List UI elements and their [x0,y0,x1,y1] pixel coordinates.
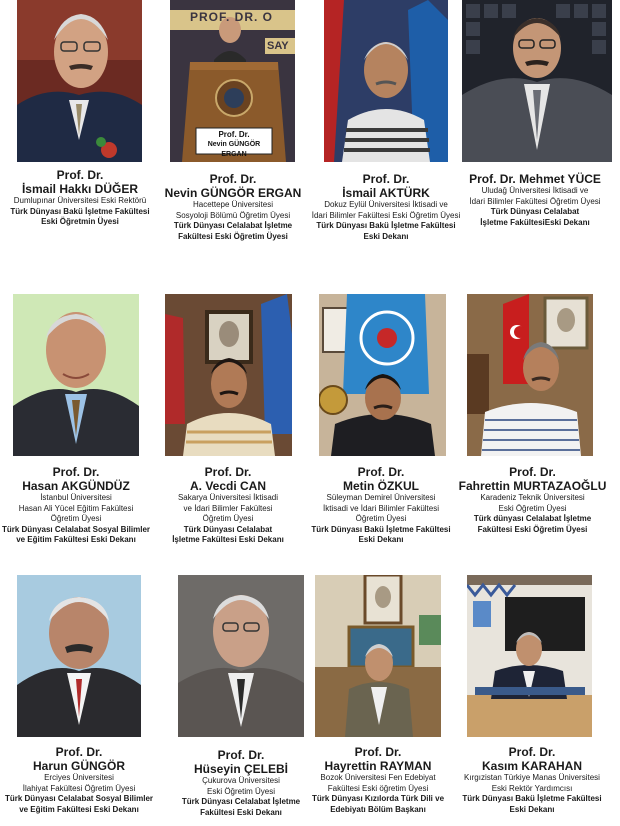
banner-text: PROF. DR. O [190,10,274,24]
podium-label-title: Prof. Dr. [218,130,250,139]
office-photo [315,575,441,737]
academic-title: Prof. Dr. [52,465,100,479]
academic-title: Prof. Dr. [204,465,252,479]
caption-card [0,168,160,228]
role: İşletme Fakültesi Eski Dekanı [172,535,284,544]
role: Türk Dünyası Celalabat İşletme [173,221,293,230]
role: Türk Dünyası Bakü İşletme Fakültesi [316,221,456,230]
portrait-photo [17,575,141,737]
caption-card [455,172,615,228]
affiliation: Karadeniz Teknik Üniversitesi [480,493,585,502]
role: Türk Dünyası Celalabat [490,207,580,216]
academic-title: Prof. Dr. [217,748,265,762]
portrait-photo [319,294,446,456]
affiliation: Kırgızistan Türkiye Manas Üniversitesi [464,773,600,782]
role: Türk dünyası Celalabat İşletme [473,514,592,523]
podium-photo [170,0,295,162]
caption-card [301,465,461,546]
affiliation: Eski Öğretim Üyesi [206,786,275,796]
caption-card [0,465,152,546]
person-name: Hüseyin ÇELEBİ [193,762,289,776]
caption-card [0,745,158,815]
academic-title: Prof. Dr. Mehmet YÜCE [469,172,601,186]
caption-card [450,465,615,535]
person-name: Fahrettin MURTAZAOĞLU [458,479,607,493]
affiliation: Erciyes Üniversitesi [44,773,114,782]
affiliation: Dumlupınar Üniversitesi Eski Rektörü [13,196,147,205]
affiliation: Sosyoloji Bölümü Öğretim Üyesi [175,210,291,220]
role: Eski Dekanı [358,535,404,544]
role: Eski Dekanı [363,231,409,241]
person-name: Kasım KARAHAN [481,759,582,773]
role: Türk Dünyası Bakü İşletme Fakültesi [462,794,602,803]
affiliation: Sakarya Üniversitesi İktisadi [177,493,279,502]
role: Türk Dünyası Kızılorda Türk Dili ve [311,794,445,803]
affiliation: Eski Rektör Yardımcısı [491,783,573,793]
person-name: Nevin GÜNGÖR ERGAN [164,186,302,200]
person-name: Hasan AKGÜNDÜZ [22,479,130,493]
role: ve Eğitim Fakültesi Eski Dekanı [16,535,136,544]
podium-label-name: Nevin GÜNGÖR ERGAN [207,141,261,158]
portrait-photo [462,0,612,162]
academic-title: Prof. Dr. [209,172,257,186]
academic-title: Prof. Dr. [508,745,556,759]
affiliation: Hacettepe Üniversitesi [192,200,274,209]
role: Türk Dünyası Celalabat İşletme [181,797,301,806]
affiliation: İdari Bilimler Fakültesi Eski Öğretim Üyesi [311,210,461,220]
academic-title: Prof. Dr. [357,465,405,479]
role: Fakültesi Eski Öğretim Üyesi [178,231,288,241]
affiliation: Çukurova Üniversitesi [202,776,280,785]
portrait-photo [467,294,593,456]
role: Türk Dünyası Bakü İşletme Fakültesi [311,524,451,534]
podium-label [196,130,272,160]
person-name: Harun GÜNGÖR [32,759,125,773]
role: Eski Öğretmin Üyesi [41,217,119,226]
role: Türk Dünyası Celalabat Sosyal Bilimler [1,524,151,534]
caption-card [306,172,466,242]
caption-card [298,745,458,815]
caption-card [446,745,618,815]
role: ve Eğitim Fakültesi Eski Dekanı [19,804,139,814]
academic-title: Prof. Dr. [55,745,103,759]
role: Türk Dünyası Celalabat [183,524,273,534]
academic-title: Prof. Dr. [56,168,104,182]
person-name: İsmail AKTÜRK [342,186,430,200]
role: Fakültesi Eski Öğretim Üyesi [477,524,588,534]
role: Eski Dekanı [509,804,555,814]
affiliation: Fakültesi Eski öğretim Üyesi [327,783,429,793]
person-name: A. Vecdi CAN [189,479,267,493]
affiliation: ve İdari Bilimler Fakültesi [183,503,273,513]
academic-title: Prof. Dr. [354,745,402,759]
banner-text: SAY [267,40,289,52]
affiliation: İktisadi ve İdari Bilimler Fakültesi [322,503,440,513]
affiliation: Eski Öğretim Üyesi [498,503,567,513]
caption-card [148,465,308,546]
person-name: Metin ÖZKUL [343,479,419,493]
affiliation: Süleyman Demirel Üniversitesi [326,493,436,502]
affiliation: İstanbul Üniversitesi [40,493,112,502]
affiliation: Öğretim Üyesi [355,514,407,523]
affiliation: Hasan Ali Yücel Eğitim Fakültesi [18,503,134,513]
role: Türk Dünyası Bakü İşletme Fakültesi [10,206,150,216]
affiliation: Öğretim Üyesi [50,514,102,523]
affiliation: Uludağ Üniversitesi İktisadi ve [481,186,589,195]
affiliation: Öğretim Üyesi [202,514,254,523]
person-name: İsmail Hakkı DÜĞER [21,182,139,196]
role: Fakültesi Eski Dekanı [200,807,282,817]
role: İşletme FakültesiEski Dekanı [480,217,590,227]
portrait-photo [13,294,139,456]
person-name: Hayrettin RAYMAN [324,759,432,773]
affiliation: Dokuz Eylül Üniversitesi İktisadi ve [324,200,448,209]
affiliation: İlahiyat Fakültesi Öğretim Üyesi [22,783,136,793]
office-photo [467,575,592,737]
portrait-photo [17,0,142,162]
academic-title: Prof. Dr. [509,465,556,479]
affiliation: Bozok Üniversitesi Fen Edebiyat [320,773,436,782]
portrait-photo [165,294,292,456]
portrait-photo [178,575,304,737]
role: Türk Dünyası Celalabat Sosyal Bilimler [4,794,154,803]
academic-title: Prof. Dr. [362,172,410,186]
caption-card [161,748,321,818]
portrait-photo [324,0,448,162]
role: Edebiyatı Bölüm Başkanı [330,804,426,814]
caption-card [153,172,313,242]
affiliation: İdari Bilimler Fakültesi Öğretim Üyesi [469,196,601,206]
